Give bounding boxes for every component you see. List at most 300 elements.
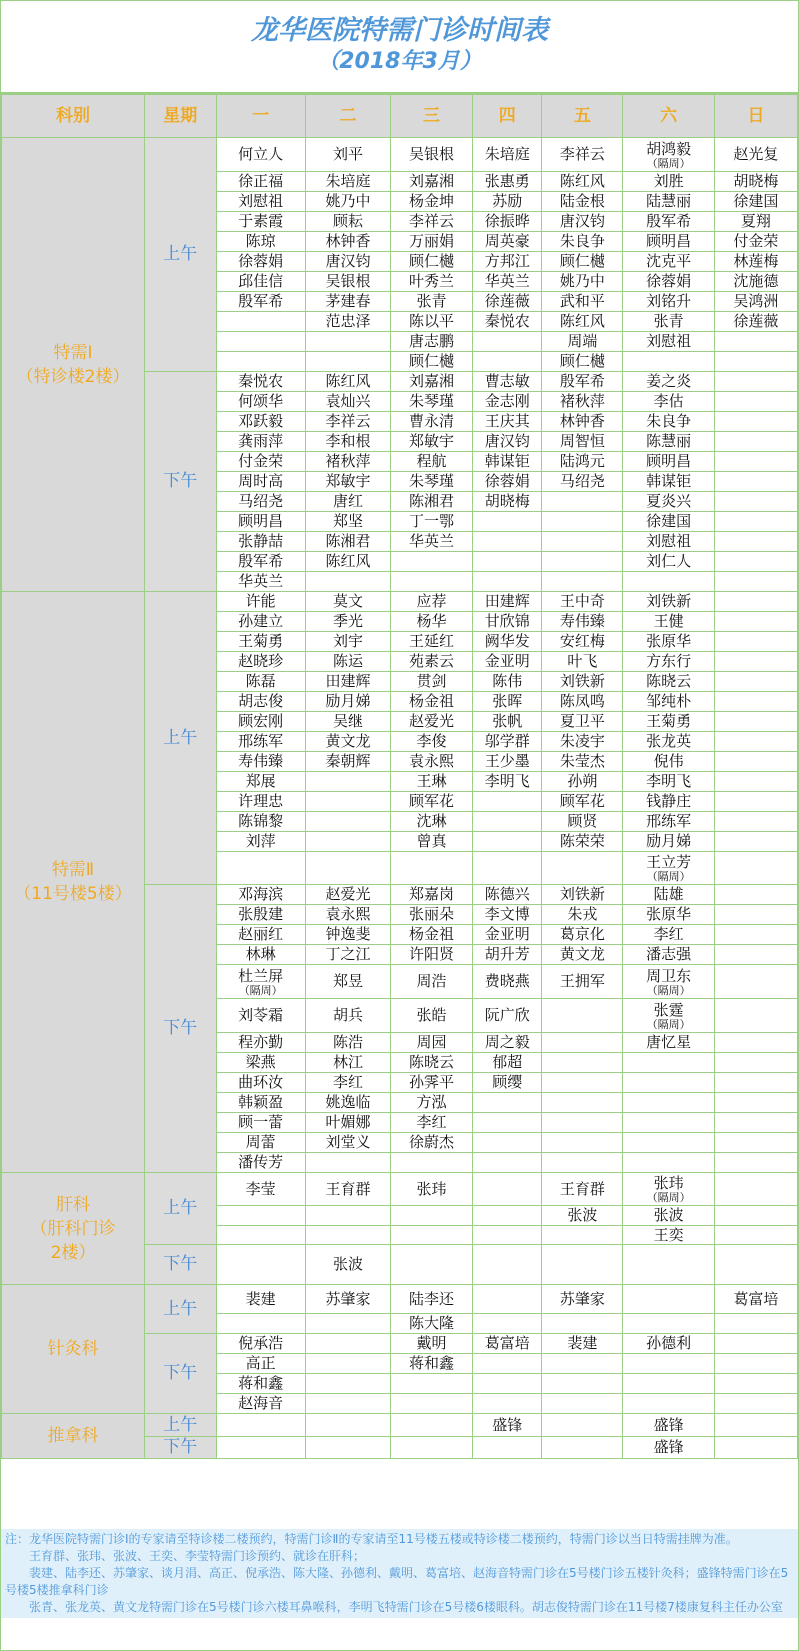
doctor-cell: 陈慧丽	[623, 432, 714, 452]
doctor-cell: 黄文龙	[305, 732, 390, 752]
doctor-cell: 葛京化	[542, 925, 623, 945]
doctor-name: 张玮	[653, 1174, 684, 1192]
doctor-cell: 朱培庭	[305, 172, 390, 192]
alternate-week-note: （隔周）	[646, 983, 691, 997]
doctor-cell: 顾仁樾	[391, 352, 473, 372]
department-name: 特需Ⅱ	[51, 860, 95, 880]
doctor-cell: 付金荣	[216, 452, 305, 472]
doctor-cell	[391, 1153, 473, 1173]
doctor-cell: 田建辉	[305, 672, 390, 692]
doctor-cell: 赵海音	[216, 1394, 305, 1414]
doctor-cell	[473, 1226, 542, 1245]
doctor-cell: 王育群	[542, 1173, 623, 1206]
doctor-cell: 张青	[623, 312, 714, 332]
doctor-cell: 郑嘉岗	[391, 885, 473, 905]
doctor-cell: 朱凌宇	[542, 732, 623, 752]
doctor-cell	[391, 1394, 473, 1414]
doctor-cell: 金志刚	[473, 392, 542, 412]
doctor-cell: 蒋和鑫	[391, 1354, 473, 1374]
doctor-cell: 王奕	[623, 1226, 714, 1245]
doctor-cell: 盛锋	[473, 1414, 542, 1437]
doctor-cell	[473, 572, 542, 592]
session-label: 下午	[145, 1245, 217, 1285]
doctor-cell: 孙霁平	[391, 1073, 473, 1093]
doctor-cell: 丁一鄂	[391, 512, 473, 532]
doctor-cell	[623, 1245, 714, 1285]
doctor-cell	[714, 925, 797, 945]
header-day: 三	[391, 95, 473, 138]
doctor-cell	[714, 1245, 797, 1285]
doctor-cell: 顾明昌	[623, 452, 714, 472]
doctor-cell: 郑坚	[305, 512, 390, 532]
doctor-cell: 盛锋	[623, 1437, 714, 1459]
doctor-cell: 钟逸斐	[305, 925, 390, 945]
doctor-cell: 陈伟	[473, 672, 542, 692]
doctor-cell: 沈琳	[391, 812, 473, 832]
doctor-cell: 王育群	[305, 1173, 390, 1206]
doctor-cell	[216, 1314, 305, 1334]
session-label: 上午	[145, 1173, 217, 1245]
doctor-cell	[714, 552, 797, 572]
doctor-cell: 殷军希	[216, 552, 305, 572]
doctor-cell	[542, 1073, 623, 1093]
doctor-cell	[714, 432, 797, 452]
doctor-cell: 苏肇家	[305, 1285, 390, 1314]
header-day: 二	[305, 95, 390, 138]
doctor-cell: 陆李还	[391, 1285, 473, 1314]
doctor-cell: 杨华	[391, 612, 473, 632]
doctor-cell	[473, 352, 542, 372]
doctor-cell: 陈红风	[305, 372, 390, 392]
doctor-cell	[714, 792, 797, 812]
doctor-cell: 武和平	[542, 292, 623, 312]
doctor-cell	[714, 1437, 797, 1459]
doctor-cell: 刘铁新	[623, 592, 714, 612]
doctor-cell	[216, 1437, 305, 1459]
doctor-cell: 沈施德	[714, 272, 797, 292]
doctor-cell: 刘铭升	[623, 292, 714, 312]
doctor-cell: 陈运	[305, 652, 390, 672]
doctor-cell	[542, 1093, 623, 1113]
doctor-cell: 方东行	[623, 652, 714, 672]
doctor-cell: 顾一蕾	[216, 1113, 305, 1133]
department-cell	[2, 592, 145, 1173]
doctor-cell	[714, 512, 797, 532]
doctor-cell: 夏炎兴	[623, 492, 714, 512]
doctor-cell	[391, 572, 473, 592]
doctor-cell: 刘慰祖	[623, 532, 714, 552]
doctor-cell: 邱佳信	[216, 272, 305, 292]
doctor-cell: 潘传芳	[216, 1153, 305, 1173]
doctor-cell: 寿伟臻	[542, 612, 623, 632]
doctor-cell: 周智恒	[542, 432, 623, 452]
department-name: 2楼）	[50, 1242, 96, 1263]
department-cell	[2, 138, 145, 592]
doctor-name: 杜兰屏	[238, 966, 284, 985]
doctor-cell: 邢练军	[216, 732, 305, 752]
doctor-cell	[623, 965, 714, 999]
doctor-cell	[714, 999, 797, 1033]
doctor-cell: 何立人	[216, 138, 305, 172]
doctor-cell: 林江	[305, 1053, 390, 1073]
department-name: 推拿科	[47, 1426, 99, 1446]
doctor-cell: 徐振晔	[473, 212, 542, 232]
doctor-cell	[623, 999, 714, 1033]
doctor-cell: 王中奇	[542, 592, 623, 612]
doctor-cell: 马绍尧	[216, 492, 305, 512]
schedule-body	[2, 138, 798, 1459]
doctor-cell: 苑素云	[391, 652, 473, 672]
doctor-cell: 胡升芳	[473, 945, 542, 965]
schedule-row	[2, 138, 798, 172]
doctor-cell	[542, 1033, 623, 1053]
doctor-cell	[714, 592, 797, 612]
alternate-week-note: （隔周）	[646, 870, 691, 883]
header-week: 星期	[145, 95, 217, 138]
doctor-cell: 姚逸临	[305, 1093, 390, 1113]
doctor-cell	[623, 1073, 714, 1093]
doctor-cell: 蒋和鑫	[216, 1374, 305, 1394]
doctor-cell	[714, 1173, 797, 1206]
note-line: 裴建、陆李还、苏肇家、谈月涓、高正、倪承浩、陈大隆、孙德利、戴明、葛富培、赵海音特需门诊在5号楼门诊五楼针灸科；盛锋特需门诊在5号楼5楼推拿科门诊	[5, 1566, 789, 1597]
doctor-cell	[391, 1414, 473, 1437]
doctor-cell	[473, 1437, 542, 1459]
doctor-cell: 金亚明	[473, 652, 542, 672]
header-row	[2, 95, 798, 138]
doctor-cell: 韩谋钜	[473, 452, 542, 472]
doctor-cell: 沈克平	[623, 252, 714, 272]
doctor-cell	[305, 1226, 390, 1245]
doctor-cell	[473, 1093, 542, 1113]
doctor-cell	[714, 1354, 797, 1374]
alternate-week-note: （隔周）	[646, 1017, 691, 1031]
doctor-cell: 唐汉钧	[473, 432, 542, 452]
doctor-cell: 刘铁新	[542, 672, 623, 692]
doctor-cell: 徐蔚杰	[391, 1133, 473, 1153]
doctor-cell: 秦悦农	[473, 312, 542, 332]
doctor-cell: 陈磊	[216, 672, 305, 692]
doctor-cell: 曾真	[391, 832, 473, 852]
doctor-cell	[714, 632, 797, 652]
doctor-cell: 华英兰	[473, 272, 542, 292]
doctor-cell	[542, 552, 623, 572]
doctor-cell: 殷军希	[623, 212, 714, 232]
doctor-cell: 刘平	[305, 138, 390, 172]
doctor-cell: 孙朔	[542, 772, 623, 792]
doctor-cell	[473, 832, 542, 852]
doctor-cell	[473, 1153, 542, 1173]
doctor-cell	[623, 1153, 714, 1173]
doctor-cell	[391, 552, 473, 572]
doctor-cell	[714, 1093, 797, 1113]
doctor-cell: 张原华	[623, 905, 714, 925]
doctor-cell	[305, 352, 390, 372]
doctor-cell: 钱静庄	[623, 792, 714, 812]
doctor-cell: 刘萍	[216, 832, 305, 852]
doctor-cell	[542, 1053, 623, 1073]
doctor-cell: 付金荣	[714, 232, 797, 252]
doctor-name: 周卫东	[646, 966, 692, 985]
schedule-table	[1, 94, 798, 1459]
doctor-cell	[714, 692, 797, 712]
doctor-cell: 陈荣荣	[542, 832, 623, 852]
doctor-cell	[714, 532, 797, 552]
doctor-cell: 刘宇	[305, 632, 390, 652]
doctor-cell: 朱戎	[542, 905, 623, 925]
doctor-cell: 华英兰	[216, 572, 305, 592]
doctor-cell: 吴鸿洲	[714, 292, 797, 312]
doctor-cell: 苏肇家	[542, 1285, 623, 1314]
doctor-cell	[542, 999, 623, 1033]
doctor-cell	[473, 1314, 542, 1334]
alternate-week-note: （隔周）	[646, 156, 691, 170]
doctor-cell: 方泓	[391, 1093, 473, 1113]
doctor-cell: 戴明	[391, 1334, 473, 1354]
doctor-cell: 唐红	[305, 492, 390, 512]
doctor-cell: 顾仁樾	[542, 252, 623, 272]
doctor-cell	[473, 1285, 542, 1314]
doctor-cell: 刘铁新	[542, 885, 623, 905]
doctor-cell: 万丽娟	[391, 232, 473, 252]
doctor-cell: 唐忆星	[623, 1033, 714, 1053]
doctor-cell: 甘欣锦	[473, 612, 542, 632]
doctor-cell	[714, 1053, 797, 1073]
doctor-cell	[714, 732, 797, 752]
note-line: 王育群、张玮、张波、王奕、李莹特需门诊预约、就诊在肝科；	[29, 1549, 366, 1563]
session-label: 上午	[145, 1414, 217, 1437]
doctor-name: 胡鸿毅	[646, 139, 692, 158]
doctor-cell: 唐志鹏	[391, 332, 473, 352]
doctor-cell	[305, 1334, 390, 1354]
doctor-cell: 田建辉	[473, 592, 542, 612]
doctor-cell: 李莹	[216, 1173, 305, 1206]
doctor-cell	[714, 352, 797, 372]
doctor-cell: 秦悦农	[216, 372, 305, 392]
doctor-cell	[216, 852, 305, 885]
doctor-cell: 顾仁樾	[542, 352, 623, 372]
doctor-cell	[473, 532, 542, 552]
doctor-cell: 赵爱光	[305, 885, 390, 905]
doctor-cell: 徐莲薇	[714, 312, 797, 332]
session-label: 上午	[145, 592, 217, 885]
doctor-cell: 陈湘君	[305, 532, 390, 552]
doctor-cell: 杨金祖	[391, 925, 473, 945]
doctor-cell	[473, 812, 542, 832]
doctor-cell: 倪伟	[623, 752, 714, 772]
doctor-cell: 夏卫平	[542, 712, 623, 732]
doctor-cell	[305, 772, 390, 792]
schedule-row	[2, 1173, 798, 1206]
doctor-cell: 龚雨萍	[216, 432, 305, 452]
doctor-cell: 潘志强	[623, 945, 714, 965]
doctor-cell: 张青	[391, 292, 473, 312]
doctor-cell: 李祥云	[542, 138, 623, 172]
doctor-cell	[623, 1133, 714, 1153]
doctor-cell: 陈大隆	[391, 1314, 473, 1334]
doctor-cell: 林钟香	[305, 232, 390, 252]
doctor-cell: 张殷建	[216, 905, 305, 925]
doctor-cell	[473, 1354, 542, 1374]
doctor-cell: 王少墨	[473, 752, 542, 772]
doctor-cell: 郑展	[216, 772, 305, 792]
doctor-cell: 韩谋钜	[623, 472, 714, 492]
header-day: 六	[623, 95, 714, 138]
doctor-cell	[714, 1334, 797, 1354]
doctor-cell: 胡兵	[305, 999, 390, 1033]
doctor-cell: 张皓	[391, 999, 473, 1033]
doctor-cell: 刘胜	[623, 172, 714, 192]
doctor-cell	[623, 852, 714, 885]
doctor-cell	[542, 532, 623, 552]
doctor-cell: 张晖	[473, 692, 542, 712]
doctor-cell: 丁之江	[305, 945, 390, 965]
doctor-cell	[542, 1374, 623, 1394]
doctor-cell	[714, 372, 797, 392]
doctor-cell: 胡晓梅	[473, 492, 542, 512]
department-name: 针灸科	[47, 1339, 99, 1359]
doctor-cell: 方邦江	[473, 252, 542, 272]
doctor-cell: 李文博	[473, 905, 542, 925]
doctor-cell	[305, 812, 390, 832]
doctor-cell: 许能	[216, 592, 305, 612]
doctor-cell	[714, 965, 797, 999]
doctor-cell	[305, 1437, 390, 1459]
doctor-cell: 赵晓珍	[216, 652, 305, 672]
doctor-cell	[542, 1437, 623, 1459]
doctor-cell	[623, 138, 714, 172]
doctor-cell	[714, 1153, 797, 1173]
doctor-cell	[714, 492, 797, 512]
doctor-cell: 盛锋	[623, 1414, 714, 1437]
doctor-cell: 刘苓霜	[216, 999, 305, 1033]
department-name: 特需Ⅰ	[53, 342, 93, 363]
doctor-cell	[305, 832, 390, 852]
doctor-cell	[714, 1113, 797, 1133]
department-cell	[2, 1414, 145, 1459]
doctor-cell: 陈锦黎	[216, 812, 305, 832]
doctor-cell	[391, 852, 473, 885]
doctor-cell	[391, 1437, 473, 1459]
doctor-cell: 林琳	[216, 945, 305, 965]
doctor-cell	[542, 512, 623, 532]
doctor-cell: 张玮	[391, 1173, 473, 1206]
doctor-cell: 李祥云	[305, 412, 390, 432]
doctor-cell: 张惠勇	[473, 172, 542, 192]
doctor-cell	[391, 1206, 473, 1226]
doctor-cell: 顾明昌	[216, 512, 305, 532]
alternate-week-note: （隔周）	[646, 1191, 691, 1204]
doctor-cell: 周蕾	[216, 1133, 305, 1153]
doctor-cell	[391, 1226, 473, 1245]
doctor-cell: 郑敏宇	[391, 432, 473, 452]
doctor-cell: 叶媚娜	[305, 1113, 390, 1133]
doctor-cell	[714, 1033, 797, 1053]
doctor-cell: 茅建春	[305, 292, 390, 312]
schedule-row	[2, 1414, 798, 1437]
doctor-cell	[714, 812, 797, 832]
doctor-cell	[623, 1113, 714, 1133]
doctor-cell: 赵爱光	[391, 712, 473, 732]
doctor-cell: 陈晓云	[623, 672, 714, 692]
doctor-cell	[623, 1285, 714, 1314]
doctor-cell	[216, 332, 305, 352]
doctor-cell: 张静喆	[216, 532, 305, 552]
doctor-cell: 李明飞	[473, 772, 542, 792]
doctor-cell: 唐汉钧	[305, 252, 390, 272]
doctor-cell: 林莲梅	[714, 252, 797, 272]
doctor-cell: 曹志敏	[473, 372, 542, 392]
header-day: 四	[473, 95, 542, 138]
doctor-cell	[714, 1414, 797, 1437]
doctor-cell: 陈琼	[216, 232, 305, 252]
doctor-cell: 姜之炎	[623, 372, 714, 392]
doctor-cell: 陈湘君	[391, 492, 473, 512]
doctor-cell: 朱莹杰	[542, 752, 623, 772]
doctor-cell	[714, 832, 797, 852]
session-label: 上午	[145, 138, 217, 372]
doctor-cell	[542, 1226, 623, 1245]
doctor-cell: 陈以平	[391, 312, 473, 332]
doctor-cell: 刘嘉湘	[391, 172, 473, 192]
doctor-cell: 陈浩	[305, 1033, 390, 1053]
doctor-cell: 周端	[542, 332, 623, 352]
doctor-cell: 费晓燕	[473, 965, 542, 999]
doctor-cell: 顾明昌	[623, 232, 714, 252]
doctor-cell: 胡志俊	[216, 692, 305, 712]
doctor-cell: 郑昱	[305, 965, 390, 999]
doctor-cell	[305, 1153, 390, 1173]
doctor-cell	[473, 792, 542, 812]
doctor-cell: 朱琴瑾	[391, 392, 473, 412]
doctor-cell	[391, 1374, 473, 1394]
doctor-cell	[623, 1093, 714, 1113]
doctor-cell	[473, 1113, 542, 1133]
doctor-cell	[623, 1314, 714, 1334]
doctor-cell: 袁灿兴	[305, 392, 390, 412]
doctor-cell	[714, 1073, 797, 1093]
doctor-cell: 张龙英	[623, 732, 714, 752]
doctor-cell: 李祥云	[391, 212, 473, 232]
page-title: 龙华医院特需门诊时间表	[251, 15, 548, 46]
doctor-cell: 季光	[305, 612, 390, 632]
doctor-cell	[216, 1245, 305, 1285]
doctor-cell: 周时高	[216, 472, 305, 492]
header-dept: 科别	[2, 95, 145, 138]
doctor-cell	[216, 1226, 305, 1245]
doctor-cell	[542, 1133, 623, 1153]
doctor-cell: 陈红风	[542, 312, 623, 332]
doctor-cell	[542, 1113, 623, 1133]
doctor-cell	[305, 1394, 390, 1414]
doctor-cell: 励月娣	[305, 692, 390, 712]
doctor-cell	[623, 1053, 714, 1073]
doctor-cell	[623, 1374, 714, 1394]
notes-box	[1, 1529, 798, 1618]
doctor-cell: 曲环汝	[216, 1073, 305, 1093]
doctor-cell	[542, 572, 623, 592]
header-day: 一	[216, 95, 305, 138]
department-name: （肝科门诊	[30, 1218, 116, 1239]
doctor-cell: 程航	[391, 452, 473, 472]
doctor-cell: 陈晓云	[391, 1053, 473, 1073]
header-day: 五	[542, 95, 623, 138]
session-label: 下午	[145, 372, 217, 592]
alternate-week-note: （隔周）	[238, 983, 283, 997]
doctor-cell: 华英兰	[391, 532, 473, 552]
doctor-cell: 顾耘	[305, 212, 390, 232]
doctor-cell: 梁燕	[216, 1053, 305, 1073]
schedule-row	[2, 1285, 798, 1314]
